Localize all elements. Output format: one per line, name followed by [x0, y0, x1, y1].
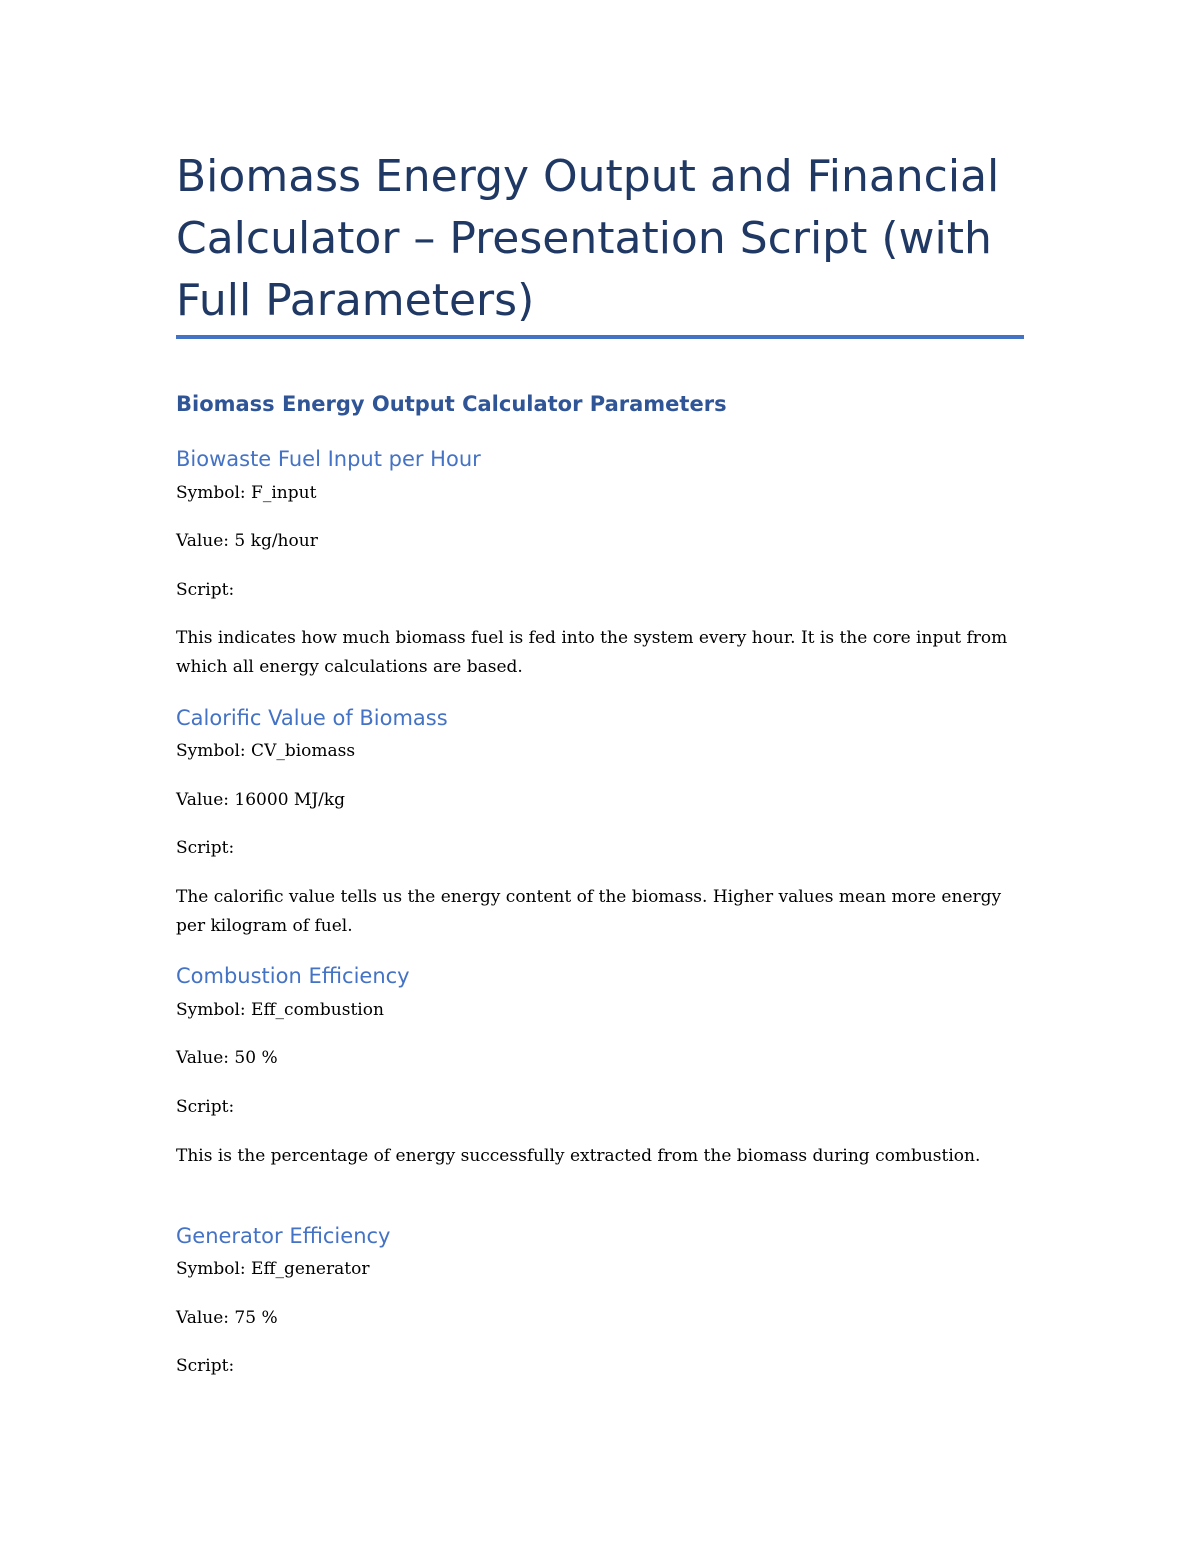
section-heading: Biomass Energy Output Calculator Parameters — [176, 392, 727, 416]
script-text: This indicates how much biomass fuel is fed into the system every hour. It is the core input from which all energy calculations are based. — [176, 628, 1008, 677]
parameter-value: Value: 16000 MJ/kg — [176, 790, 346, 810]
parameter-heading-combustion-efficiency: Combustion Efficiency — [176, 964, 410, 988]
parameter-symbol: Symbol: Eff_combustion — [176, 1000, 384, 1020]
script-label: Script: — [176, 580, 235, 600]
parameter-symbol: Symbol: CV_biomass — [176, 741, 356, 761]
script-label: Script: — [176, 1097, 235, 1117]
parameter-symbol: Symbol: F_input — [176, 483, 317, 503]
script-text: This is the percentage of energy successfully extracted from the biomass during combustion. — [176, 1146, 981, 1166]
script-label: Script: — [176, 838, 235, 858]
parameter-heading-generator-efficiency: Generator Efficiency — [176, 1224, 391, 1248]
parameter-value: Value: 5 kg/hour — [176, 531, 318, 551]
parameter-symbol: Symbol: Eff_generator — [176, 1259, 370, 1279]
script-label: Script: — [176, 1356, 235, 1376]
document-title: Biomass Energy Output and Financial Calculator – Presentation Script (with Full Parameters) — [176, 151, 1000, 326]
parameter-value: Value: 75 % — [176, 1308, 278, 1328]
parameter-heading-calorific-value: Calorific Value of Biomass — [176, 706, 448, 730]
script-text: The calorific value tells us the energy content of the biomass. Higher values mean more energy per kilogram of fuel. — [176, 887, 1002, 936]
title-underline — [176, 335, 1024, 339]
parameter-heading-fuel-input: Biowaste Fuel Input per Hour — [176, 447, 481, 471]
parameter-value: Value: 50 % — [176, 1048, 278, 1068]
